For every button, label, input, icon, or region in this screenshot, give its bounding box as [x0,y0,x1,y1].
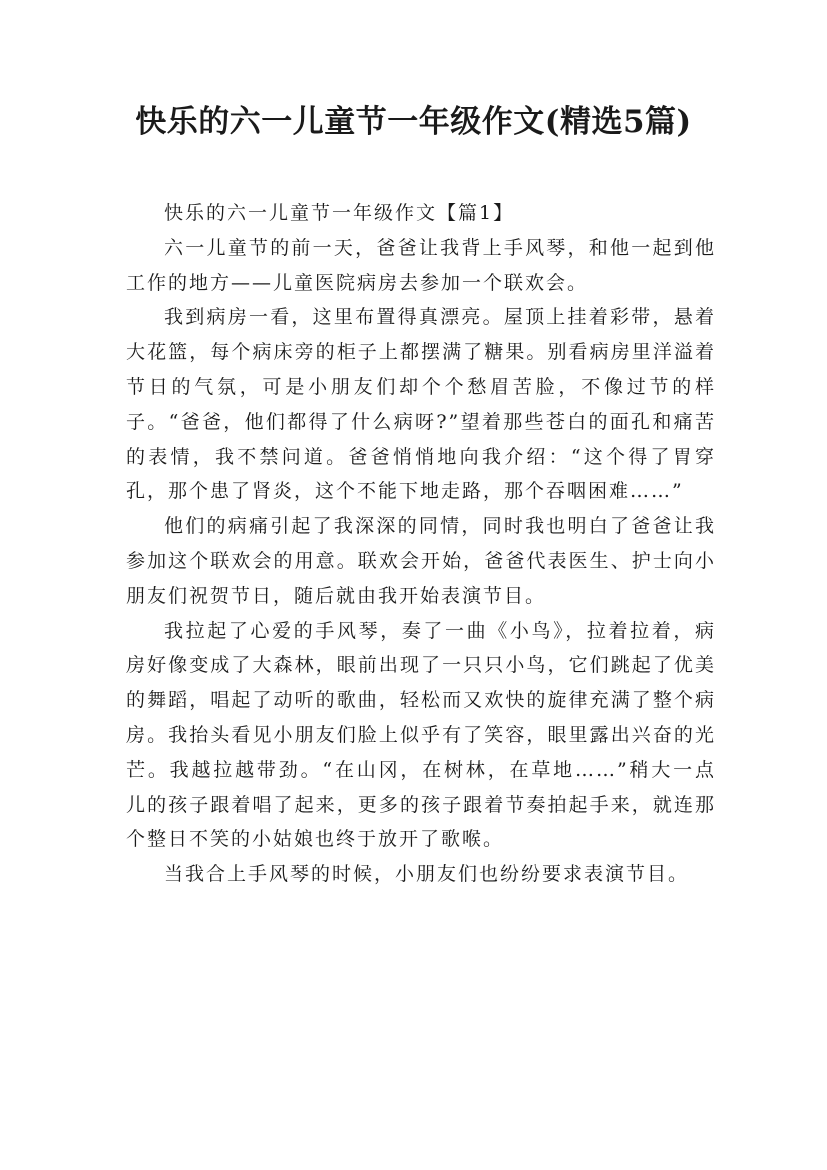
paragraph: 我到病房一看，这里布置得真漂亮。屋顶上挂着彩带，悬着大花篮，每个病床旁的柜子上都摆满了糖果。别看病房里洋溢着节日的气氛，可是小朋友们却个个愁眉苦脸，不像过节的样子。“爸爸，他们都得了什么病呀?”望着那些苍白的面孔和痛苦的表情，我不禁问道。爸爸悄悄地向我介绍：“这个得了胃穿孔，那个患了肾炎，这个不能下地走路，那个吞咽困难……” [126,306,716,503]
paragraph: 六一儿童节的前一天，爸爸让我背上手风琴，和他一起到他工作的地方——儿童医院病房去参加一个联欢会。 [126,236,716,294]
paragraph: 当我合上手风琴的时候，小朋友们也纷纷要求表演节目。 [164,863,690,886]
document-title: 快乐的六一儿童节一年级作文(精选5篇) [135,104,692,140]
document-body [126,196,716,892]
section-heading: 快乐的六一儿童节一年级作文【篇1】 [164,202,515,224]
paragraph: 他们的病痛引起了我深深的同情，同时我也明白了爸爸让我参加这个联欢会的用意。联欢会开始，爸爸代表医生、护士向小朋友们祝贺节日，随后就由我开始表演节目。 [126,515,716,607]
paragraph: 我拉起了心爱的手风琴，奏了一曲《小鸟》，拉着拉着，病房好像变成了大森林，眼前出现了一只只小鸟，它们跳起了优美的舞蹈，唱起了动听的歌曲，轻松而又欢快的旋律充满了整个病房。我抬头看见小朋友们脸上似乎有了笑容，眼里露出兴奋的光芒。我越拉越带劲。“在山冈，在树林，在草地……”稍大一点儿的孩子跟着唱了起来，更多的孩子跟着节奏拍起手来，就连那个整日不笑的小姑娘也终于放开了歌喉。 [126,619,716,851]
